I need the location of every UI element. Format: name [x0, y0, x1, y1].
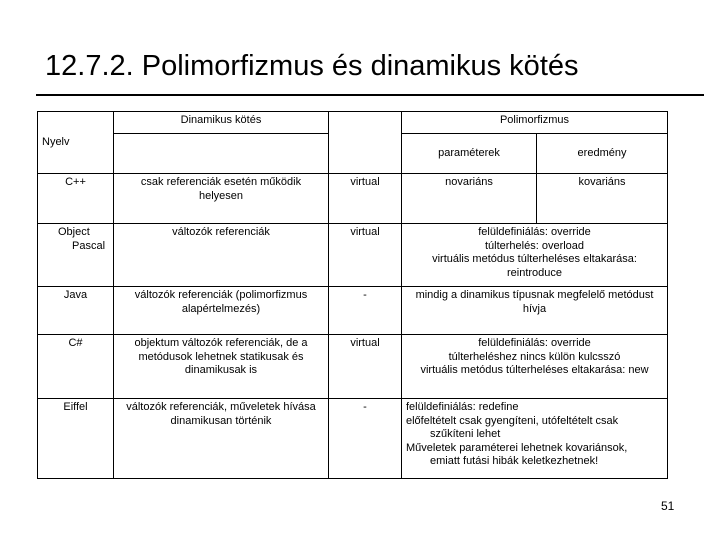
- row-poly: [402, 335, 668, 399]
- header-dyn-blank: [114, 134, 329, 174]
- row-poly: mindig a dinamikus típusnak megfelelő metódust hívja: [402, 287, 668, 335]
- poly-line: emiatt futási hibák keletkezhetnek!: [430, 455, 599, 467]
- poly-line: virtuális metódus túlterheléses eltakarása: new: [420, 364, 649, 376]
- row-param: novariáns: [402, 174, 537, 224]
- title-underline: [36, 94, 704, 96]
- lang-line: Object: [58, 226, 90, 238]
- table-row: [38, 399, 668, 479]
- poly-line: felüldefiniálás: override: [478, 337, 591, 349]
- table-row: [38, 335, 668, 399]
- poly-line: felüldefiniálás: override: [478, 226, 591, 238]
- header-dinamikus-kotes: Dinamikus kötés: [114, 112, 329, 134]
- poly-line: Műveletek paraméterei lehetnek kovariánsok,: [406, 441, 628, 454]
- row-poly: [402, 224, 668, 287]
- table-row: [38, 174, 668, 224]
- row-dyn: változók referenciák, műveletek hívása dinamikusan történik: [114, 399, 329, 479]
- poly-line: túlterhelés: overload: [484, 239, 585, 252]
- row-lang-eiffel: Eiffel: [38, 399, 114, 479]
- row-keyword: virtual: [329, 174, 402, 224]
- row-lang-cpp: C++: [38, 174, 114, 224]
- row-lang-java: Java: [38, 287, 114, 335]
- row-keyword: -: [329, 399, 402, 479]
- header-parameterek: paraméterek: [402, 134, 537, 174]
- row-lang-csharp: C#: [38, 335, 114, 399]
- table-row: [38, 224, 668, 287]
- lang-line: Pascal: [72, 239, 106, 252]
- table-row: [38, 287, 668, 335]
- header-keyword-blank-2: [329, 134, 402, 174]
- header-row-1: [38, 112, 668, 134]
- row-result: kovariáns: [537, 174, 668, 224]
- poly-line: szűkíteni lehet: [430, 428, 501, 440]
- row-dyn: csak referenciák esetén működik helyesen: [114, 174, 329, 224]
- poly-line: felüldefiniálás: redefine: [406, 401, 519, 413]
- poly-line: előfeltételt csak gyengíteni, utófeltételt csak: [406, 414, 619, 427]
- header-nyelv: Nyelv: [38, 112, 114, 174]
- page-number: 51: [661, 499, 675, 513]
- row-poly: [402, 399, 668, 479]
- row-dyn: objektum változók referenciák, de a metódusok lehetnek statikusak és dinamikusak is: [114, 335, 329, 399]
- poly-line: virtuális metódus túlterheléses eltakarása: reintroduce: [432, 253, 637, 279]
- row-dyn: változók referenciák (polimorfizmus alapértelmezés): [114, 287, 329, 335]
- row-dyn: változók referenciák: [114, 224, 329, 287]
- comparison-table: [37, 111, 668, 479]
- row-keyword: virtual: [329, 224, 402, 287]
- poly-line: túlterheléshez nincs külön kulcsszó: [448, 350, 621, 363]
- row-lang-object-pascal: [38, 224, 114, 287]
- header-polimorfizmus: Polimorfizmus: [402, 112, 668, 134]
- header-row-2: [38, 134, 668, 174]
- header-keyword-blank: [329, 112, 402, 134]
- row-keyword: -: [329, 287, 402, 335]
- row-keyword: virtual: [329, 335, 402, 399]
- slide-title: 12.7.2. Polimorfizmus és dinamikus kötés: [45, 50, 579, 82]
- header-eredmeny: eredmény: [537, 134, 668, 174]
